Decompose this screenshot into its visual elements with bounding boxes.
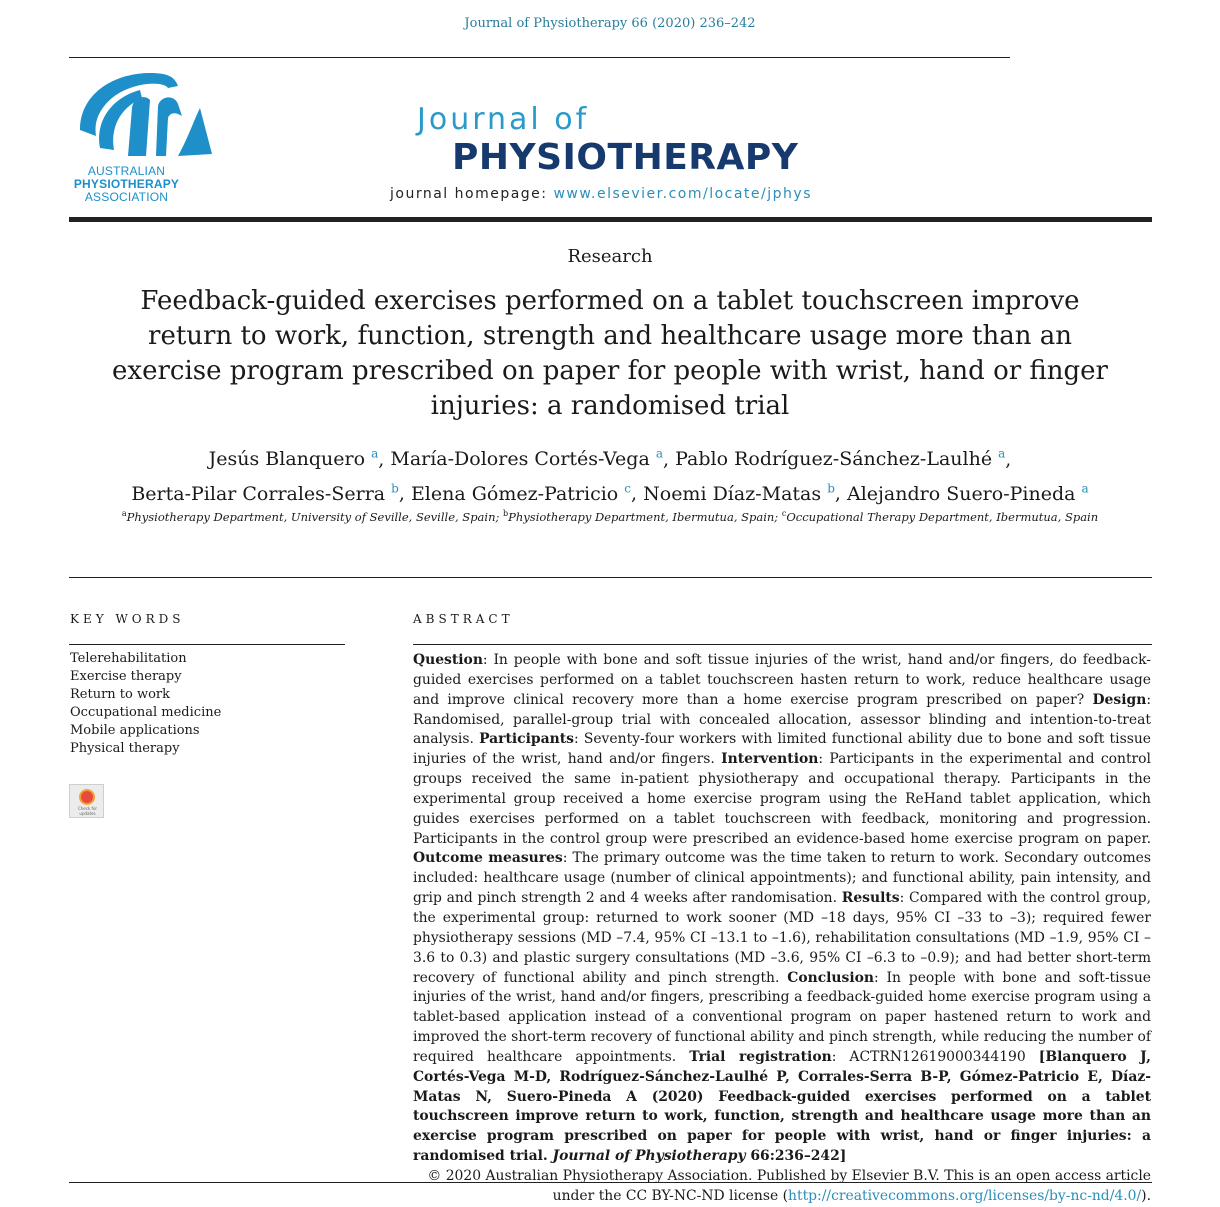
article-title: Feedback-guided exercises performed on a tablet touchscreen improve return to work, function, strength and healthcare usage more than an exercise program prescribed on paper for people with wrist, hand or finger injuries: a randomised trial [112, 286, 1108, 421]
check-for-updates-button[interactable]: Check for updates [69, 784, 104, 818]
keywords-rule [69, 644, 345, 645]
journal-citation: Journal of Physiotherapy 66 (2020) 236–242 [464, 16, 756, 31]
author[interactable]: Noemi Díaz-Matas $^b$ [643, 481, 835, 505]
keyword-item: Physical therapy [70, 741, 180, 756]
header-rule [69, 57, 1010, 58]
apa-logo-line2: PHYSIOTHERAPY [73, 177, 180, 191]
author[interactable]: Jesús Blanquero $^a$ [208, 447, 379, 471]
footer-rule [69, 1182, 1152, 1183]
author-list: Jesús Blanquero $^a$, María-Dolores Cortés-Vega $^a$, Pablo Rodríguez-Sánchez-Laulhé $^a$, Berta-Pilar Corrales-Serra $^b$, Elena Gómez-Patricio $^c$, Noemi Díaz-Matas $^b$, Alejandro Suero-Pineda $^a$ [131, 447, 1089, 505]
abstract-body [413, 651, 1151, 1207]
author[interactable]: Elena Gómez-Patricio $^c$ [410, 481, 632, 505]
apa-logo-text [64, 165, 189, 204]
license-link[interactable]: http://creativecommons.org/licenses/by-nc-nd/4.0/ [788, 1187, 1142, 1204]
apa-logo-line1: AUSTRALIAN [87, 164, 166, 178]
keywords-heading: KEY WORDS [70, 612, 185, 626]
author[interactable]: Alejandro Suero-Pineda $^a$ [846, 481, 1089, 505]
keyword-item: Mobile applications [70, 723, 200, 738]
masthead-rule [69, 217, 1152, 222]
journal-name-top: Journal of [417, 102, 590, 137]
keyword-item: Exercise therapy [70, 669, 182, 684]
keyword-item: Return to work [70, 687, 171, 702]
abstract-text: Question: In people with bone and soft tissue injuries of the wrist, hand and/or fingers, do feedback-guided exercises performed on a tablet touchscreen hasten return to work, reduce healthcare usage and improve clinical recovery more than a home exercise program prescribed on paper? Design: Randomised, parallel-group trial with concealed allocation, assessor blinding and intention-to-treat analysis. Participants: Seventy-four workers with limited functional ability due to bone and soft tissue injuries of the wrist, hand and/or fingers. Intervention: Participants in the experimental and control groups received the same in-patient physiotherapy and occupational therapy. Participants in the experimental group received a home exercise program using the ReHand tablet application, which guides exercises performed on a tablet touchscreen with feedback, monitoring and progression. Participants in the control group were prescribed an evidence-based home exercise program on paper. Outcome measures: The primary outcome was the time taken to return to work. Secondary outcomes included: healthcare usage (number of clinical appointments); and functional ability, pain intensity, and grip and pinch strength 2 and 4 weeks after randomisation. Results: Compared with the control group, the experimental group: returned to work sooner (MD –18 days, 95% CI –33 to –3); required fewer physiotherapy sessions (MD –7.4, 95% CI –13.1 to –1.6), rehabilitation consultations (MD –1.9, 95% CI –3.6 to 0.3) and plastic surgery consultations (MD –3.6, 95% CI –6.3 to –0.9); and had better short-term recovery of functional ability and pinch strength. Conclusion: In people with bone and soft-tissue injuries of the wrist, hand and/or fingers, prescribing a feedback-guided home exercise program using a tablet-based application instead of a conventional program on paper hastened return to work and improved the short-term recovery of functional ability and pinch strength, while reducing the number of required healthcare appointments. Trial registration: ACTRN12619000344190 [Blanquero J, Cortés-Vega M-D, Rodríguez-Sánchez-Laulhé P, Corrales-Serra B-P, Gómez-Patricio E, Díaz-Matas N, Suero-Pineda A (2020) Feedback-guided exercises performed on a tablet touchscreen improve return to work, function, strength and healthcare usage more than an exercise program prescribed on paper for people with wrist, hand or finger injuries: a randomised trial. Journal of Physiotherapy 66:236–242] [413, 652, 1152, 1165]
homepage-label: journal homepage: [390, 186, 554, 202]
abstract-rule [413, 644, 1152, 645]
section-rule [69, 577, 1152, 578]
author[interactable]: Pablo Rodríguez-Sánchez-Laulhé $^a$ [675, 447, 1006, 471]
journal-homepage [390, 186, 812, 202]
author[interactable]: María-Dolores Cortés-Vega $^a$ [390, 447, 663, 471]
keyword-item: Occupational medicine [70, 705, 222, 720]
keyword-item: Telerehabilitation [70, 651, 187, 666]
check-updates-icon [79, 789, 95, 805]
apa-logo-line3: ASSOCIATION [84, 190, 169, 204]
copyright-notice: © 2020 Australian Physiotherapy Association. Published by Elsevier B.V. This is an open access article under the CC BY-NC-ND license (http://creativecommons.org/licenses/by-nc-nd/4.0/). [427, 1167, 1151, 1204]
abstract-heading: ABSTRACT [413, 612, 514, 626]
homepage-link[interactable]: www.elsevier.com/locate/jphys [553, 186, 812, 202]
article-section: Research [567, 246, 653, 267]
affiliations: $^a$Physiotherapy Department, University of Seville, Seville, Spain; $^b$Physiotherapy Department, Ibermutua, Spain; $^c$Occupational Therapy Department, Ibermutua, Spain [121, 509, 1099, 524]
author[interactable]: Berta-Pilar Corrales-Serra $^b$ [131, 481, 399, 505]
journal-name-main: PHYSIOTHERAPY [452, 137, 799, 178]
keywords-list [70, 650, 221, 758]
